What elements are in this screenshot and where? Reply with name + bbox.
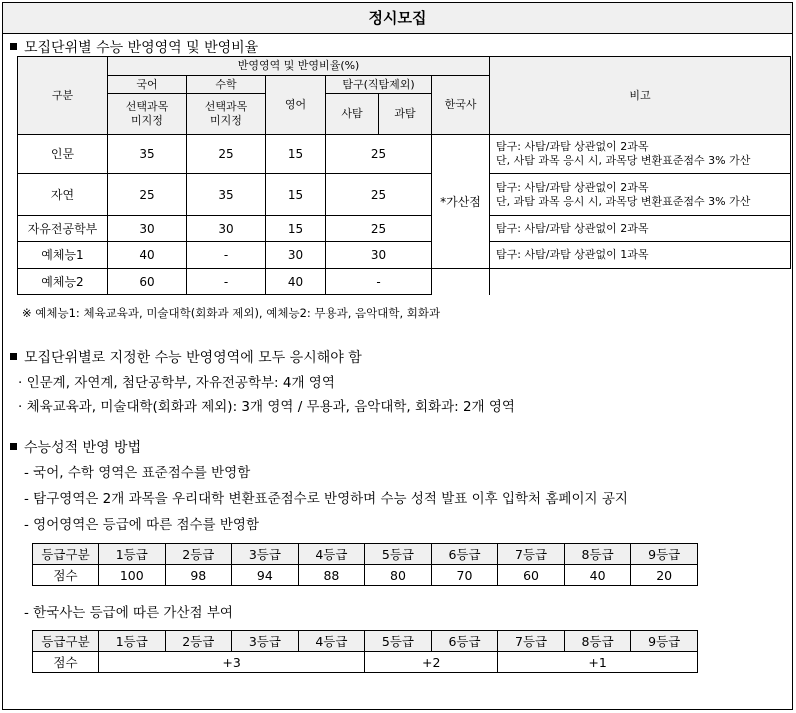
square-bullet-icon: [10, 443, 17, 450]
row-name: 예체능2: [18, 269, 108, 295]
row-korean: 25: [108, 174, 187, 216]
grade-cell: 6등급: [431, 631, 498, 652]
row-inquiry: 25: [326, 216, 432, 242]
grade-cell: 8등급: [564, 631, 631, 652]
header-note: 비고: [490, 57, 791, 135]
row-korean: 30: [108, 216, 187, 242]
row-korean: 60: [108, 269, 187, 295]
section-heading-text: 모집단위별로 지정한 수능 반영영역에 모두 응시해야 함: [24, 350, 362, 366]
grade-cell: 5등급: [365, 544, 432, 565]
row-note-line: 탐구: 사탐/과탐 상관없이 2과목: [496, 140, 649, 153]
row-korean: 40: [108, 242, 187, 269]
row-note-line: 단, 사탐 과목 응시 시, 과목당 변환표준점수 3% 가산: [496, 154, 751, 167]
score-cell: 40: [564, 565, 631, 586]
row-note-line: 탐구: 사탐/과탐 상관없이 2과목: [496, 180, 649, 194]
header-korean-sub: 선택과목 미지정: [108, 94, 187, 135]
row-note: [490, 135, 791, 174]
row-name: 자유전공학부: [18, 216, 108, 242]
row-inquiry: 25: [326, 135, 432, 174]
row-math: -: [187, 242, 266, 269]
score-cell: 80: [365, 565, 432, 586]
grade-cell: 9등급: [631, 631, 698, 652]
section-heading-method: [10, 437, 141, 457]
section-heading-text: 모집단위별 수능 반영영역 및 반영비율: [24, 40, 259, 56]
table-row: [18, 174, 791, 216]
header-inquiry: 탐구(직탐제외): [326, 76, 432, 94]
row-english: 40: [266, 269, 326, 295]
header-korean: 국어: [108, 76, 187, 94]
page-title: 정시모집: [3, 3, 792, 34]
grade-cell: 5등급: [365, 631, 432, 652]
row-math: 30: [187, 216, 266, 242]
row-note: [490, 174, 791, 216]
row-english: 15: [266, 216, 326, 242]
table-row: [18, 242, 791, 269]
row-korean: 35: [108, 135, 187, 174]
grade-cell: 2등급: [165, 631, 232, 652]
grade-cell: 3등급: [232, 631, 299, 652]
table-row: [18, 216, 791, 242]
score-cell: 88: [298, 565, 365, 586]
list-item: - 국어, 수학 영역은 표준점수를 반영함: [24, 465, 251, 481]
grade-cell: 8등급: [564, 544, 631, 565]
row-name: 인문: [18, 135, 108, 174]
footnote: ※ 예체능1: 체육교육과, 미술대학(회화과 제외), 예체능2: 무용과, 음악대학, 회화과: [22, 306, 441, 320]
header-category: 구분: [18, 57, 108, 135]
empty-cell: [432, 269, 490, 295]
list-item: · 인문계, 자연계, 첨단공학부, 자유전공학부: 4개 영역: [18, 375, 335, 391]
header-social: 사탐: [326, 94, 379, 135]
row-english: 15: [266, 135, 326, 174]
row-inquiry: -: [326, 269, 432, 295]
score-cell: 100: [99, 565, 166, 586]
list-item: - 영어영역은 등급에 따른 점수를 반영함: [24, 517, 259, 533]
header-group: 반영영역 및 반영비율(%): [108, 57, 490, 76]
list-item: - 한국사는 등급에 따른 가산점 부여: [24, 605, 233, 621]
row-note: [490, 242, 791, 269]
ratio-table: [17, 56, 791, 295]
header-math: 수학: [187, 76, 266, 94]
row-note-line: 탐구: 사탐/과탐 상관없이 2과목: [496, 221, 649, 235]
bonus-cell: +2: [365, 652, 498, 673]
row-english: 15: [266, 174, 326, 216]
grade-cell: 9등급: [631, 544, 698, 565]
row-math: -: [187, 269, 266, 295]
bonus-cell: +3: [99, 652, 365, 673]
row-english: 30: [266, 242, 326, 269]
section-heading-text: 수능성적 반영 방법: [24, 440, 142, 456]
header-science: 과탐: [379, 94, 432, 135]
row-math: 35: [187, 174, 266, 216]
grade-cell: 4등급: [298, 631, 365, 652]
row-inquiry: 30: [326, 242, 432, 269]
grade-cell: 3등급: [232, 544, 299, 565]
empty-cell: [490, 269, 791, 295]
grade-cell: 2등급: [165, 544, 232, 565]
history-grade-table: [32, 630, 698, 673]
square-bullet-icon: [10, 43, 17, 50]
square-bullet-icon: [10, 353, 17, 360]
score-label: 점수: [33, 565, 99, 586]
grade-cell: 4등급: [298, 544, 365, 565]
row-note-line: 탐구: 사탐/과탐 상관없이 1과목: [496, 248, 649, 261]
grade-cell: 7등급: [498, 544, 565, 565]
row-note-line: 단, 과탐 과목 응시 시, 과목당 변환표준점수 3% 가산: [496, 194, 751, 208]
row-name: 자연: [18, 174, 108, 216]
row-math: 25: [187, 135, 266, 174]
history-bonus: *가산점: [432, 135, 490, 269]
score-label: 점수: [33, 652, 99, 673]
grade-cell: 1등급: [99, 544, 166, 565]
score-cell: 60: [498, 565, 565, 586]
row-note: [490, 216, 791, 242]
score-cell: 98: [165, 565, 232, 586]
header-math-sub: 선택과목 미지정: [187, 94, 266, 135]
grade-cell: 6등급: [431, 544, 498, 565]
row-inquiry: 25: [326, 174, 432, 216]
table-row: [18, 135, 791, 174]
grade-cell: 7등급: [498, 631, 565, 652]
row-name: 예체능1: [18, 242, 108, 269]
table-row: [18, 269, 791, 295]
grade-label: 등급구분: [33, 631, 99, 652]
grade-cell: 1등급: [99, 631, 166, 652]
section-heading-requirements: [10, 347, 362, 367]
list-item: - 탐구영역은 2개 과목을 우리대학 변환표준점수로 반영하며 수능 성적 발표 이후 입학처 홈페이지 공지: [24, 491, 628, 507]
grade-label: 등급구분: [33, 544, 99, 565]
header-history: 한국사: [432, 76, 490, 135]
list-item: · 체육교육과, 미술대학(회화과 제외): 3개 영역 / 무용과, 음악대학, 회화과: 2개 영역: [18, 399, 515, 415]
english-grade-table: [32, 543, 698, 586]
section-heading-ratio: [10, 37, 258, 57]
score-cell: 94: [232, 565, 299, 586]
score-cell: 20: [631, 565, 698, 586]
header-english: 영어: [266, 76, 326, 135]
score-cell: 70: [431, 565, 498, 586]
bonus-cell: +1: [498, 652, 698, 673]
